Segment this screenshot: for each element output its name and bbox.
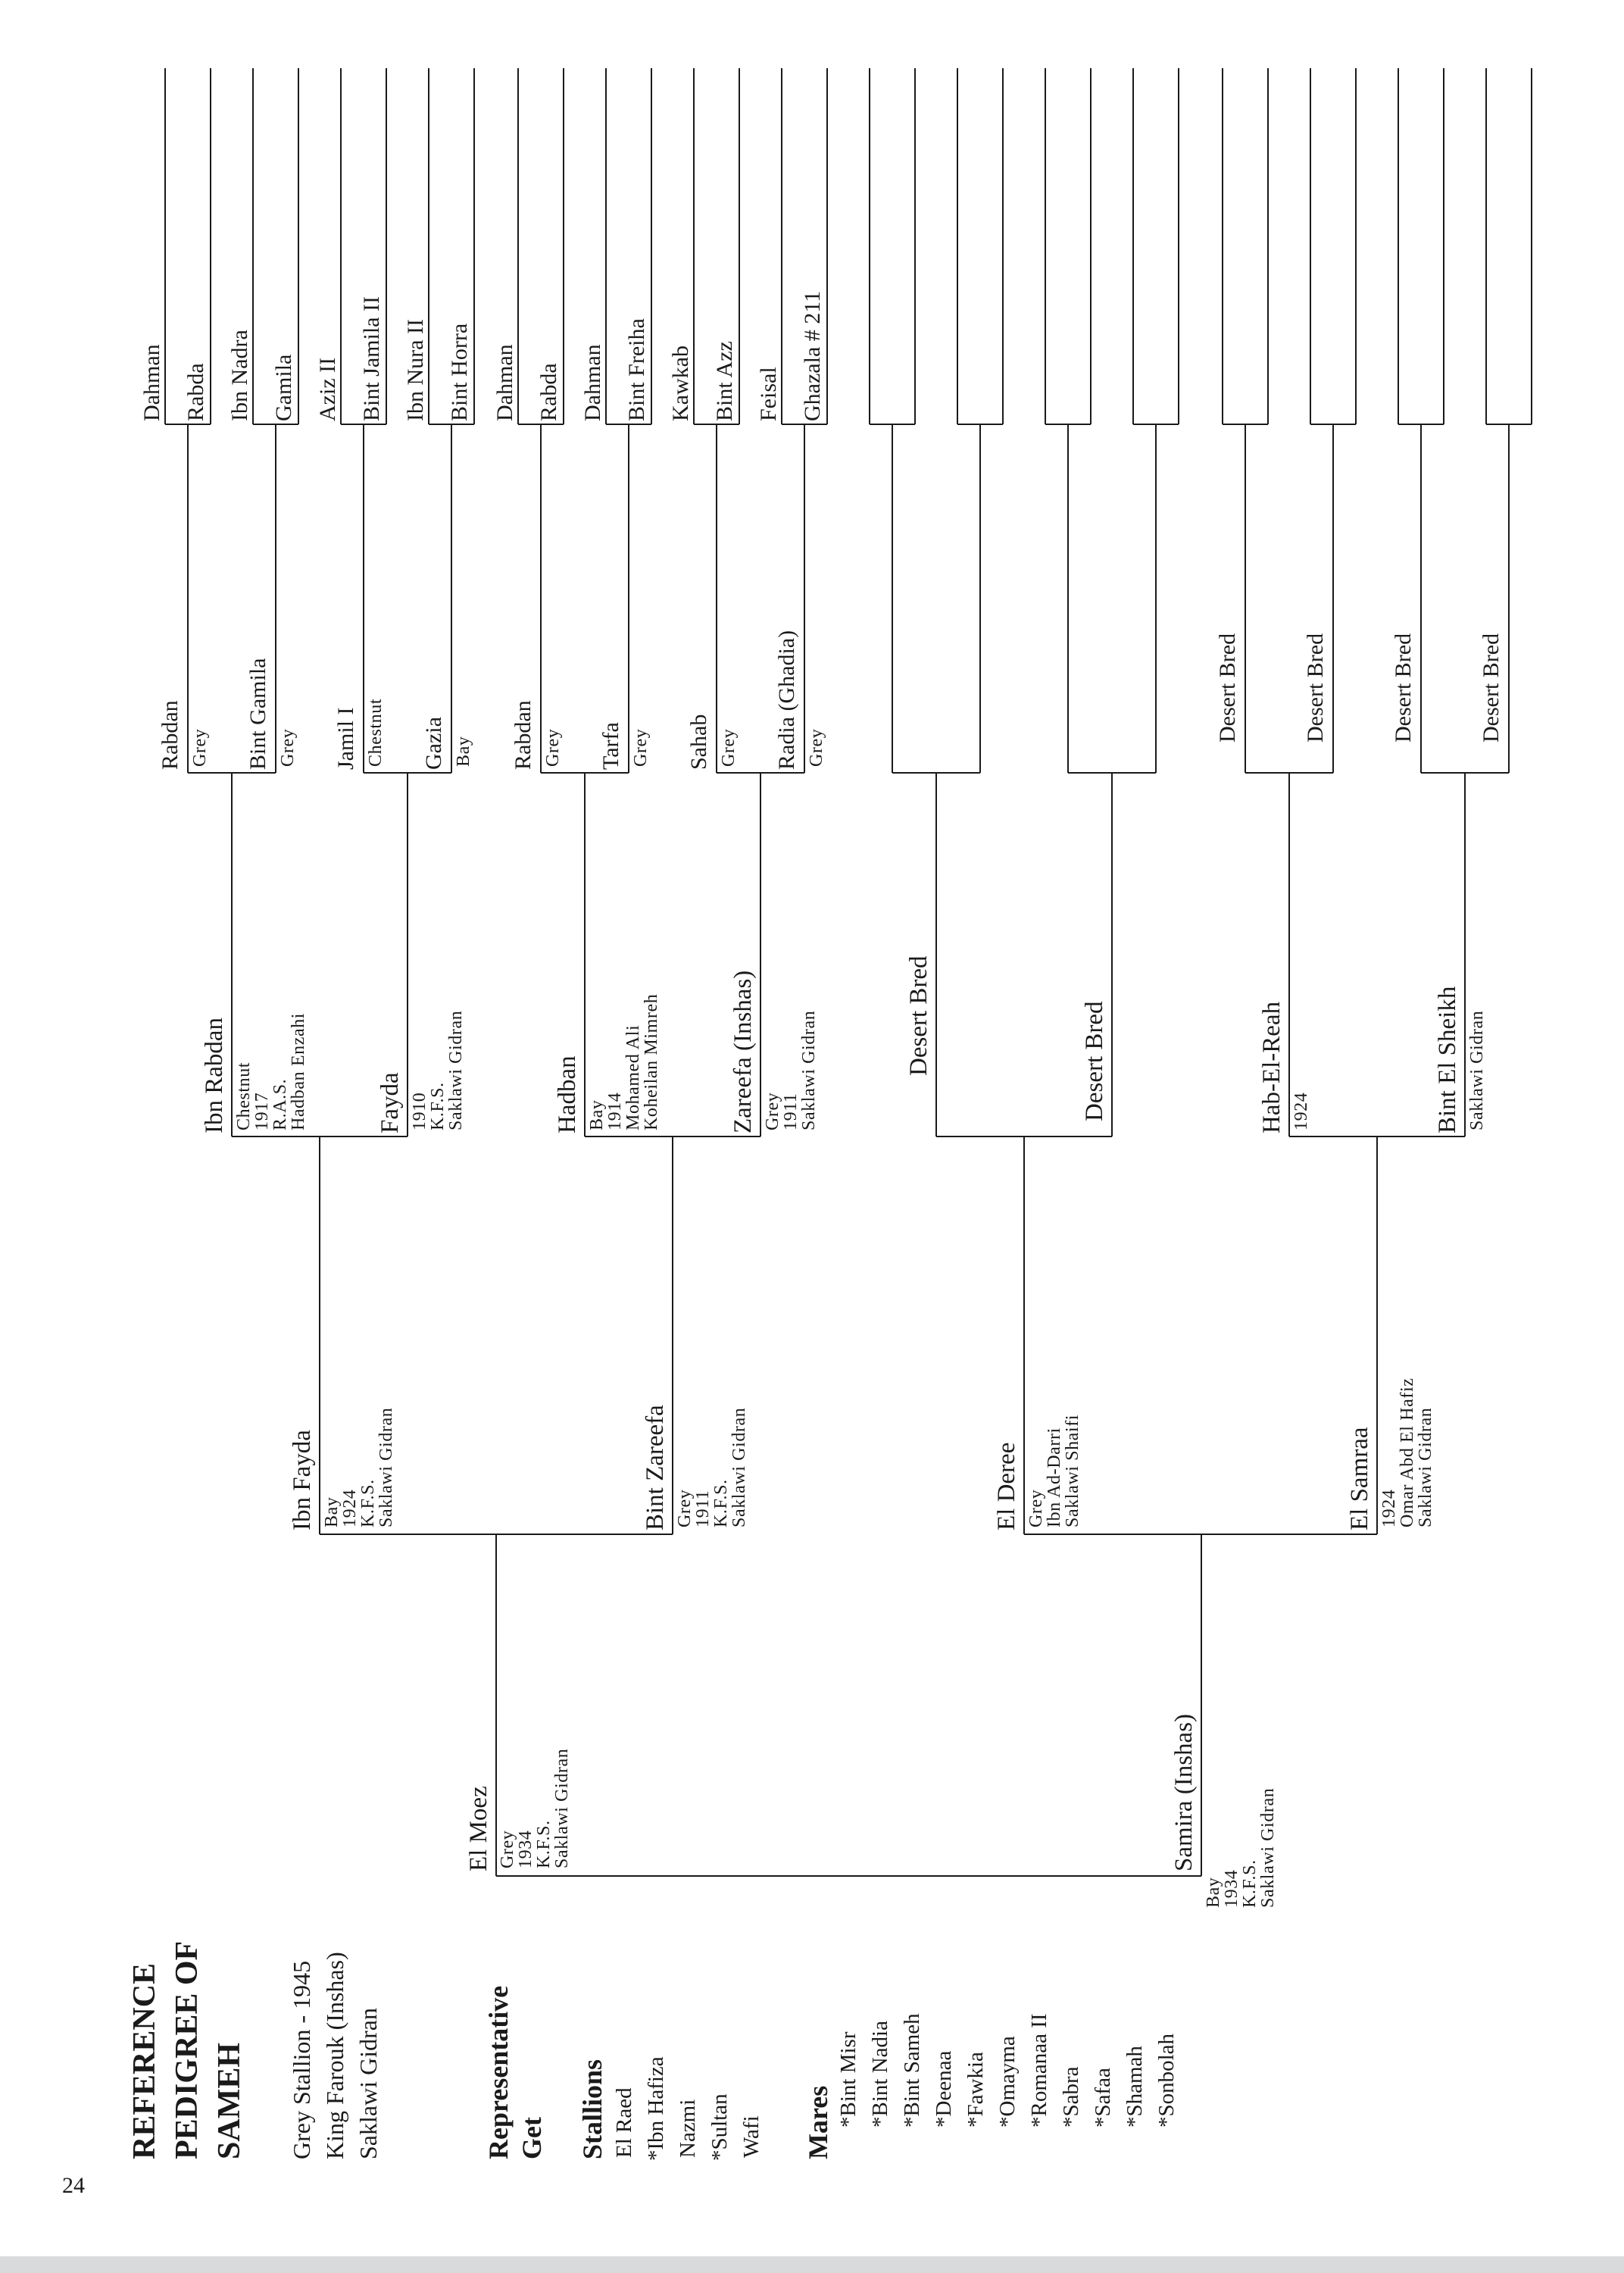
gen5-name: Bint Freiha bbox=[624, 318, 649, 421]
gen3-detail: Saklawi Gidran bbox=[1467, 1010, 1487, 1130]
gen5-name: Dahman bbox=[492, 344, 517, 421]
mare-item: *Bint Nadia bbox=[868, 2021, 892, 2128]
gen4-color: Grey bbox=[543, 728, 563, 767]
gen2-detail: Grey bbox=[1026, 1489, 1046, 1527]
stallion-item: *Ibn Hafiza bbox=[644, 2056, 668, 2161]
representative-get-heading-1: Representative bbox=[483, 1985, 514, 2159]
sire-detail: Saklawi Gidran bbox=[552, 1748, 572, 1868]
gen4-name: Desert Bred bbox=[1479, 633, 1504, 743]
subject-line-3: Saklawi Gidran bbox=[354, 2008, 382, 2159]
dam-detail: Bay bbox=[1204, 1877, 1223, 1908]
gen3-name: Desert Bred bbox=[1081, 1001, 1108, 1121]
gen3-detail: Saklawi Gidran bbox=[446, 1010, 466, 1130]
gen5-name: Ibn Nadra bbox=[227, 330, 252, 421]
gen4-name: Desert Bred bbox=[1215, 633, 1240, 743]
gen3-detail: Bay bbox=[587, 1099, 607, 1130]
gen4-color: Chestnut bbox=[366, 698, 386, 767]
gen3-name: Bint El Sheikh bbox=[1434, 986, 1461, 1133]
gen5-name: Aziz II bbox=[315, 357, 340, 421]
gen3-detail: 1914 bbox=[605, 1092, 625, 1130]
stallions-heading: Stallions bbox=[577, 2059, 607, 2159]
gen3-detail: R.A.S. bbox=[270, 1078, 290, 1130]
gen4-color: Grey bbox=[631, 728, 651, 767]
mare-item: *Sonbolah bbox=[1154, 2033, 1179, 2128]
gen2-detail: Saklawi Gidran bbox=[376, 1407, 396, 1527]
gen5-name: Bint Jamila II bbox=[359, 296, 384, 421]
gen2-detail: Grey bbox=[675, 1489, 695, 1527]
gen4-name: Gazia bbox=[421, 717, 446, 770]
gen3-detail: Mohamed Ali bbox=[623, 1024, 643, 1130]
mares-heading: Mares bbox=[803, 2085, 833, 2159]
gen2-detail: 1924 bbox=[340, 1489, 360, 1527]
gen3-name: Zareefa (Inshas) bbox=[729, 970, 757, 1133]
gen5-name: Dahman bbox=[139, 344, 164, 421]
gen3-detail: Hadban Enzahi bbox=[289, 1012, 308, 1130]
gen5-name: Ghazala # 211 bbox=[800, 290, 825, 421]
mare-item: *Bint Misr bbox=[836, 2031, 860, 2128]
gen3-detail: Chestnut bbox=[234, 1061, 254, 1130]
gen2-detail: K.F.S. bbox=[358, 1479, 378, 1527]
mare-item: *Bint Sameh bbox=[900, 2013, 924, 2128]
gen3-detail: Grey bbox=[763, 1092, 782, 1130]
stallion-item: *Sultan bbox=[707, 2093, 732, 2161]
subject-line-1: Grey Stallion - 1945 bbox=[288, 1960, 315, 2159]
gen2-detail: Saklawi Gidran bbox=[729, 1407, 749, 1527]
gen5-name: Gamila bbox=[271, 354, 296, 421]
gen2-detail: Saklawi Shaifi bbox=[1063, 1414, 1082, 1527]
title-line-1: REFERENCE bbox=[127, 1962, 162, 2159]
gen3-detail: K.F.S. bbox=[428, 1082, 448, 1130]
gen4-color: Grey bbox=[807, 728, 826, 767]
gen5-name: Dahman bbox=[580, 344, 605, 421]
gen4-name: Sahab bbox=[686, 714, 711, 770]
gen4-name: Tarfa bbox=[598, 722, 623, 770]
mare-item: *Shamah bbox=[1123, 2046, 1147, 2128]
title-line-3: SAMEH bbox=[212, 2042, 247, 2159]
gen3-detail: 1924 bbox=[1291, 1092, 1311, 1130]
gen5-name: Rabda bbox=[536, 363, 561, 421]
gen2-detail: Saklawi Gidran bbox=[1416, 1407, 1435, 1527]
gen3-name: Hab-El-Reah bbox=[1258, 1001, 1285, 1133]
gen5-name: Rabda bbox=[183, 363, 208, 421]
gen2-detail: 1924 bbox=[1379, 1489, 1399, 1527]
gen4-name: Radia (Ghadia) bbox=[774, 630, 799, 770]
sire-name: El Moez bbox=[465, 1786, 492, 1871]
gen2-name: Ibn Fayda bbox=[289, 1430, 316, 1530]
sire-detail: 1934 bbox=[516, 1830, 536, 1868]
gen5-name: Feisal bbox=[756, 367, 781, 421]
gen3-detail: 1911 bbox=[781, 1093, 801, 1130]
gen3-detail: Koheilan Mimreh bbox=[642, 993, 661, 1130]
gen2-detail: K.F.S. bbox=[711, 1479, 731, 1527]
gen3-name: Hadban bbox=[554, 1055, 581, 1133]
mare-item: *Romanaa II bbox=[1027, 2013, 1051, 2128]
gen4-color: Grey bbox=[190, 728, 210, 767]
title-line-2: PEDIGREE OF bbox=[170, 1940, 205, 2159]
sire-detail: Grey bbox=[498, 1830, 517, 1868]
dam-name: Samira (Inshas) bbox=[1170, 1713, 1198, 1871]
dam-detail: K.F.S. bbox=[1240, 1859, 1260, 1908]
gen3-detail: 1910 bbox=[410, 1092, 429, 1130]
gen4-name: Desert Bred bbox=[1303, 633, 1328, 743]
gen2-detail: Omar Abd El Hafiz bbox=[1398, 1377, 1417, 1527]
gen4-color: Grey bbox=[719, 728, 739, 767]
gen4-color: Bay bbox=[454, 736, 473, 767]
gen3-name: Desert Bred bbox=[905, 955, 932, 1076]
representative-get-heading-2: Get bbox=[517, 2117, 547, 2159]
mare-item: *Fawkia bbox=[963, 2052, 988, 2128]
gen4-name: Desert Bred bbox=[1391, 633, 1416, 743]
gen3-name: Ibn Rabdan bbox=[201, 1017, 228, 1133]
gen4-name: Rabdan bbox=[511, 700, 536, 770]
gen4-name: Bint Gamila bbox=[245, 658, 270, 770]
dam-detail: 1934 bbox=[1222, 1869, 1241, 1908]
gen2-detail: Ibn Ad-Darri bbox=[1045, 1427, 1064, 1527]
gen2-name: Bint Zareefa bbox=[642, 1405, 669, 1530]
gen5-name: Bint Horra bbox=[447, 323, 472, 421]
mare-item: *Safaa bbox=[1091, 2068, 1115, 2128]
gen2-detail: 1911 bbox=[693, 1490, 713, 1527]
gen2-detail: Bay bbox=[322, 1496, 342, 1527]
dam-detail: Saklawi Gidran bbox=[1258, 1787, 1278, 1908]
gen4-color: Grey bbox=[278, 728, 298, 767]
mare-item: *Sabra bbox=[1059, 2066, 1083, 2128]
page-number: 24 bbox=[62, 2173, 85, 2198]
gen5-name: Bint Azz bbox=[712, 341, 737, 421]
gen5-name: Ibn Nura II bbox=[403, 319, 428, 421]
stallion-item: Wafi bbox=[739, 2115, 764, 2158]
gen3-name: Fayda bbox=[376, 1072, 404, 1133]
gen4-name: Rabdan bbox=[158, 700, 183, 770]
mare-item: *Omayma bbox=[995, 2036, 1020, 2128]
gen3-detail: 1917 bbox=[252, 1092, 272, 1130]
gen4-name: Jamil I bbox=[333, 707, 358, 770]
subject-line-2: King Farouk (Inshas) bbox=[321, 1952, 348, 2159]
mare-item: *Deenaa bbox=[932, 2050, 956, 2128]
stallion-item: Nazmi bbox=[676, 2099, 700, 2158]
gen2-name: El Deree bbox=[993, 1442, 1020, 1530]
gen2-name: El Samraa bbox=[1346, 1427, 1373, 1530]
gen5-name: Kawkab bbox=[668, 345, 693, 421]
gen3-detail: Saklawi Gidran bbox=[799, 1010, 819, 1130]
stallion-item: El Raed bbox=[612, 2087, 636, 2158]
sire-detail: K.F.S. bbox=[534, 1820, 554, 1868]
